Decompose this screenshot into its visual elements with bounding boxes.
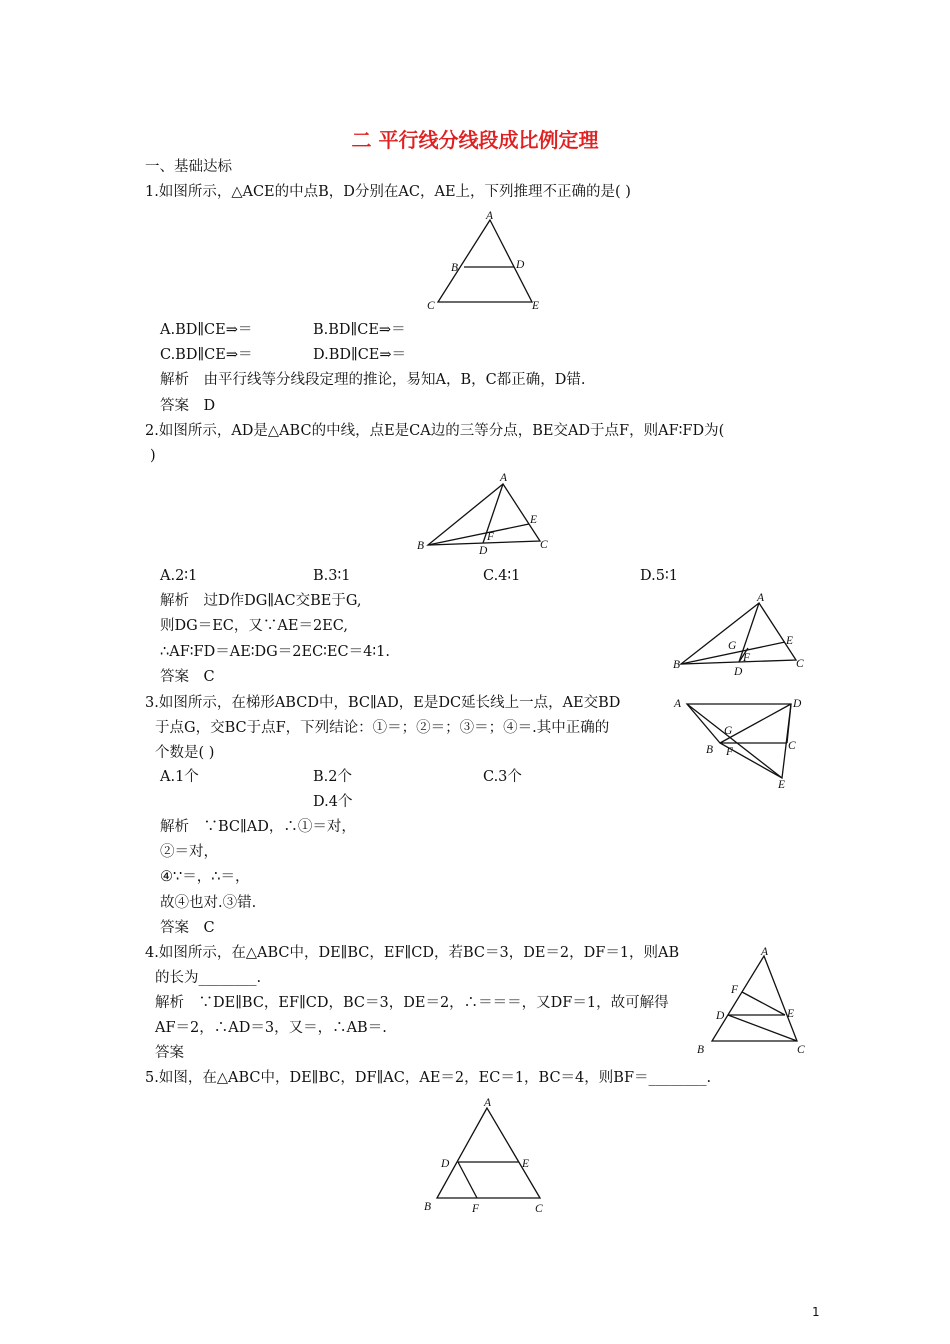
q3-answer: 答案 C (160, 920, 215, 936)
q3-stem-1: 3.如图所示，在梯形ABCD中，BC∥AD，E是DC延长线上一点，AE交BD (145, 695, 621, 711)
q3-label-g: G (724, 725, 733, 737)
q4-label-a: A (761, 946, 769, 958)
q3-label-b: B (706, 744, 714, 756)
q4-label-b: B (697, 1044, 705, 1056)
q3-label-e: E (778, 779, 786, 791)
q2-fig2-label-b: B (673, 659, 681, 671)
q2-option-a: A.2∶1 (160, 568, 198, 584)
q1-option-d: D.BD∥CE⇒＝ (313, 347, 407, 363)
q1-option-a: A.BD∥CE⇒＝ (160, 322, 253, 338)
q5-label-a: A (484, 1097, 492, 1109)
q2-option-d: D.5∶1 (640, 568, 678, 584)
q4-label-f: F (731, 984, 739, 996)
q2-fig2-label-d: D (734, 666, 743, 678)
q2-analysis-3: ∴AF∶FD＝AE∶DG＝2EC∶EC＝4∶1. (160, 644, 390, 660)
q1-label-c: C (427, 300, 435, 312)
q2-stem: 2.如图所示，AD是△ABC的中线，点E是CA边的三等分点，BE交AD于点F，则AF∶FD为( (145, 423, 725, 439)
q3-analysis-1: 解析 ∵BC∥AD，∴①＝对， (160, 819, 356, 835)
q1-option-b: B.BD∥CE⇒＝ (313, 322, 406, 338)
q5-label-b: B (424, 1201, 432, 1213)
q2-label-b: B (417, 540, 425, 552)
q3-label-f: F (726, 746, 734, 758)
q2-stem-end: ) (150, 448, 156, 464)
q2-label-a: A (500, 472, 508, 484)
q4-label-c: C (797, 1044, 805, 1056)
q2-label-e: E (530, 514, 538, 526)
q5-label-d: D (441, 1158, 450, 1170)
q5-stem: 5.如图，在△ABC中，DE∥BC，DF∥AC，AE＝2，EC＝1，BC＝4，则BF＝________. (145, 1070, 712, 1086)
q3-stem-2: 于点G，交BC于点F，下列结论：①＝；②＝；③＝；④＝.其中正确的 (155, 720, 610, 736)
q1-stem: 1.如图所示，△ACE的中点B，D分别在AC，AE上，下列推理不正确的是( ) (145, 184, 631, 200)
q4-figure (690, 938, 815, 1060)
page-number: 1 (812, 1305, 820, 1319)
q2-option-c: C.4∶1 (483, 568, 521, 584)
q2-answer: 答案 C (160, 669, 215, 685)
q3-option-d: D.4个 (313, 794, 353, 810)
q4-label-e: E (787, 1008, 795, 1020)
q2-fig2-label-g: G (728, 640, 737, 652)
q4-stem-2: 的长为________. (155, 970, 262, 986)
q3-figure (665, 690, 810, 795)
q2-label-c: C (540, 539, 548, 551)
q5-label-f: F (472, 1203, 480, 1215)
section-heading: 一、基础达标 (145, 159, 232, 175)
q3-label-c: C (788, 740, 796, 752)
q3-stem-3: 个数是( ) (155, 745, 215, 761)
q5-label-e: E (522, 1158, 530, 1170)
q3-option-b: B.2个 (313, 769, 352, 785)
q3-label-a: A (674, 698, 682, 710)
q2-fig2-label-c: C (796, 658, 804, 670)
q1-figure (420, 205, 550, 315)
q1-answer: 答案 D (160, 398, 216, 414)
q2-fig2-label-a: A (757, 592, 765, 604)
q2-label-f: F (487, 531, 495, 543)
q3-analysis-4: 故④也对.③错. (160, 895, 257, 911)
q5-figure (415, 1090, 555, 1220)
q4-analysis-1: 解析 ∵DE∥BC，EF∥CD，BC＝3，DE＝2，∴＝＝＝，又DF＝1，故可解得 (155, 995, 669, 1011)
q5-label-c: C (535, 1203, 543, 1215)
q1-analysis: 解析 由平行线等分线段定理的推论，易知A，B，C都正确，D错. (160, 372, 586, 388)
q3-label-d: D (793, 698, 802, 710)
q2-analysis-2: 则DG＝EC，又∵AE＝2EC, (160, 618, 348, 634)
q1-label-a: A (486, 210, 494, 222)
q4-answer: 答案 (155, 1045, 184, 1061)
q1-label-e: E (532, 300, 540, 312)
q1-label-d: D (516, 259, 525, 271)
q2-fig2-label-f: F (743, 652, 751, 664)
q4-label-d: D (716, 1010, 725, 1022)
q3-option-c: C.3个 (483, 769, 522, 785)
q2-figure (410, 468, 560, 558)
q2-label-d: D (479, 545, 488, 557)
q2-analysis-figure (668, 588, 813, 680)
q4-analysis-2: AF＝2，∴AD＝3，又＝，∴AB＝. (155, 1020, 387, 1036)
q4-stem-1: 4.如图所示，在△ABC中，DE∥BC，EF∥CD，若BC＝3，DE＝2，DF＝1，则AB (145, 945, 680, 961)
q2-fig2-label-e: E (786, 635, 794, 647)
q3-analysis-2: ②＝对， (160, 844, 218, 860)
q2-analysis-1: 解析 过D作DG∥AC交BE于G, (160, 593, 362, 609)
page-title: 二 平行线分线段成比例定理 (351, 128, 599, 152)
q1-option-c: C.BD∥CE⇒＝ (160, 347, 253, 363)
q2-option-b: B.3∶1 (313, 568, 351, 584)
q3-analysis-3: ④∵＝，∴＝， (160, 869, 250, 885)
q3-option-a: A.1个 (160, 769, 199, 785)
q1-label-b: B (451, 262, 459, 274)
